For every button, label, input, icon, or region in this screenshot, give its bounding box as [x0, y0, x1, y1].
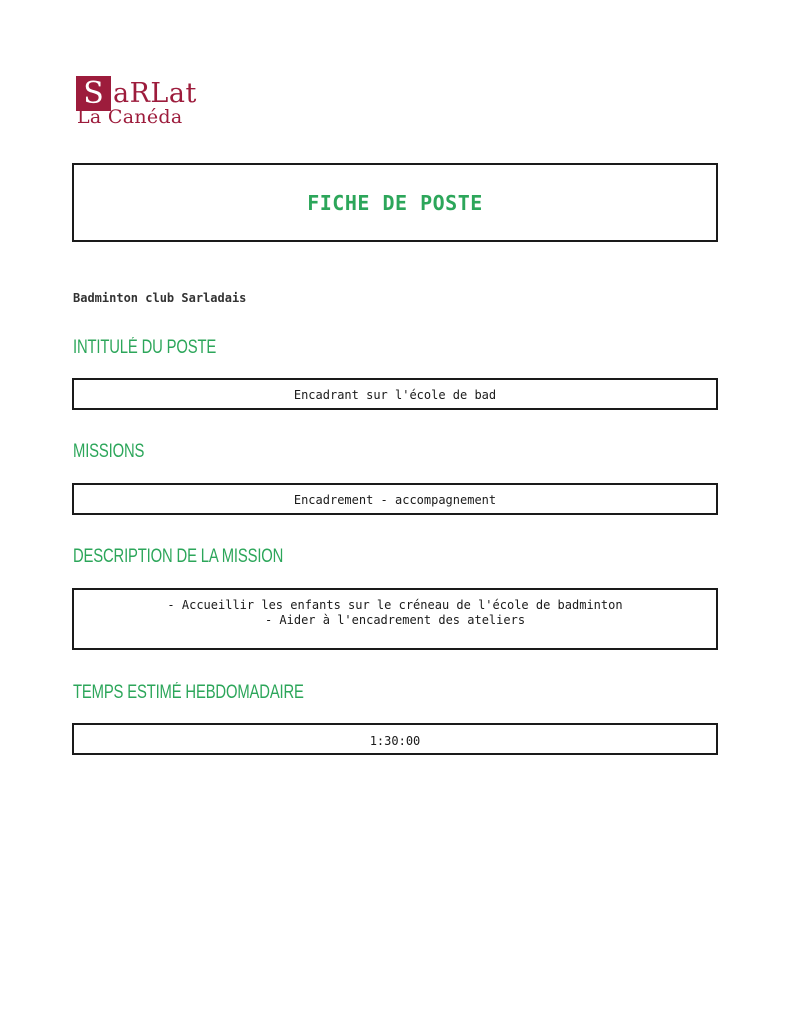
- field-value-description-line-2: - Aider à l'encadrement des ateliers: [264, 613, 526, 627]
- field-box-description: [72, 588, 718, 650]
- logo-badge: S: [76, 76, 111, 111]
- field-box-temps: [72, 723, 718, 755]
- title-box: [72, 163, 718, 242]
- page-title: FICHE DE POSTE: [307, 190, 483, 215]
- field-value-temps: 1:30:00: [369, 734, 421, 748]
- field-value-intitule: Encadrant sur l'école de bad: [293, 388, 497, 402]
- section-heading-missions: MISSIONS: [73, 441, 145, 462]
- field-box-missions: [72, 483, 718, 515]
- logo-text-la-caneda: La Canéda: [77, 106, 183, 128]
- section-heading-intitule: INTITULÉ DU POSTE: [73, 337, 217, 358]
- section-heading-description: DESCRIPTION DE LA MISSION: [73, 546, 284, 567]
- sarlat-logo: [76, 76, 201, 128]
- field-value-missions: Encadrement - accompagnement: [293, 493, 497, 507]
- logo-text-sarlat: aRLat: [113, 78, 197, 109]
- organization-name: Badminton club Sarladais: [73, 291, 247, 305]
- section-heading-temps: TEMPS ESTIMÉ HEBDOMADAIRE: [73, 682, 304, 703]
- field-value-description-line-1: - Accueillir les enfants sur le créneau de l'école de badminton: [167, 598, 623, 612]
- field-box-intitule: [72, 378, 718, 410]
